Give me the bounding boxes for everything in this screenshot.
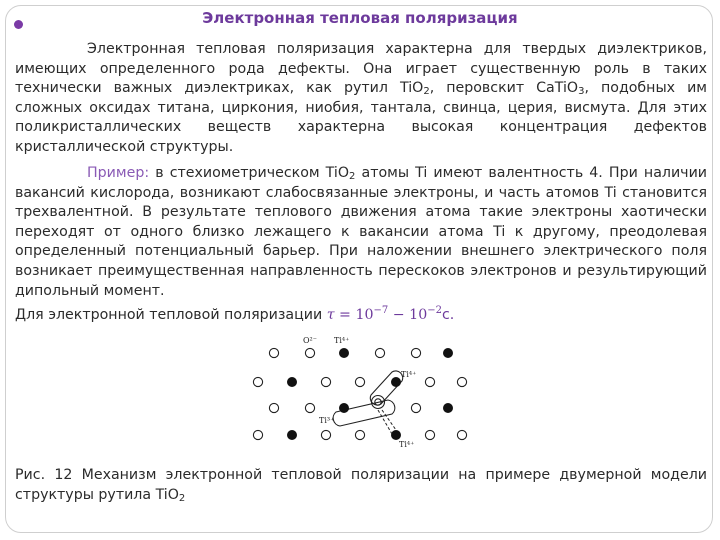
oxygen-atom (269, 348, 278, 357)
titanium-atom (287, 430, 297, 440)
rutile-structure-figure (240, 334, 480, 454)
paragraph-example: Пример: в стехиометрическом TiO$_2$ атомы Ti имеют валентность 4. При наличии вакансий кислорода, возникают слабосвязанные электроны, и часть атомов Ti становится трехвалентной. В результате теплового движения атома такие электроны хаотически переходят от одного близко лежащего к вакансии атома Ti к другому, преодолевая определенный потенциальный барьер. При наложении внешнего электрического поля возникает преимущественная направленность перескоков электронов и результирующий дипольный момент. (15, 165, 708, 299)
slide-title: Электронная тепловая поляризация (202, 9, 518, 27)
oxygen-atom (425, 377, 434, 386)
label-ti3: Ti³⁺ (319, 416, 335, 425)
rutile-diagram (240, 334, 480, 454)
label-ti4-bottom: Ti⁴⁺ (399, 440, 415, 449)
example-label: Пример: (87, 165, 150, 181)
titanium-atom (287, 377, 297, 387)
oxygen-atom (305, 348, 314, 357)
oxygen-atom (411, 403, 420, 412)
oxygen-atom (375, 348, 384, 357)
label-ti4-mid: Ti⁴⁺ (401, 370, 417, 379)
oxygen-atom (355, 430, 364, 439)
oxygen-atom (269, 403, 278, 412)
oxygen-atom (457, 377, 466, 386)
titanium-atom (443, 403, 453, 413)
formula-line: Для электронной тепловой поляризации $\tau = 10^{-7} - 10^{-2}с$. (15, 305, 455, 323)
oxygen-atom (411, 348, 420, 357)
titanium-atom (391, 430, 401, 440)
oxygen-atom (321, 377, 330, 386)
electron-hop-path-2 (378, 410, 392, 434)
oxygen-atom (253, 377, 262, 386)
oxygen-atom (321, 430, 330, 439)
paragraph-intro: Электронная тепловая поляризация характерна для твердых диэлектриков, имеющих определенного рода дефекты. Она играет существенную роль в таких технически важных диэлектриках, как рутил TiO$_2$, перовскит CaTiO$_3$, подобных им сложных оксидах титана, циркония, ниобия, тантала, свинца, церия, висмута. Для этих поликристаллических веществ характерна высокая концентрация дефектов кристаллической структуры. (15, 41, 707, 155)
titanium-atom (339, 348, 349, 358)
label-ti4-top: Ti⁴⁺ (334, 336, 350, 345)
figure-caption: Рис. 12 Механизм электронной тепловой поляризации на примере двумерной модели структуры рутила TiO$_2$ (15, 467, 707, 504)
oxygen-atom (253, 430, 262, 439)
formula: $\tau = 10^{-7} - 10^{-2}$ (326, 305, 442, 323)
label-o2: O²⁻ (303, 336, 317, 345)
oxygen-atom (425, 430, 434, 439)
titanium-atom (339, 403, 349, 413)
titanium-atom (391, 377, 401, 387)
oxygen-atom (305, 403, 314, 412)
titanium-atom (443, 348, 453, 358)
oxygen-atom (457, 430, 466, 439)
oxygen-atom (355, 377, 364, 386)
